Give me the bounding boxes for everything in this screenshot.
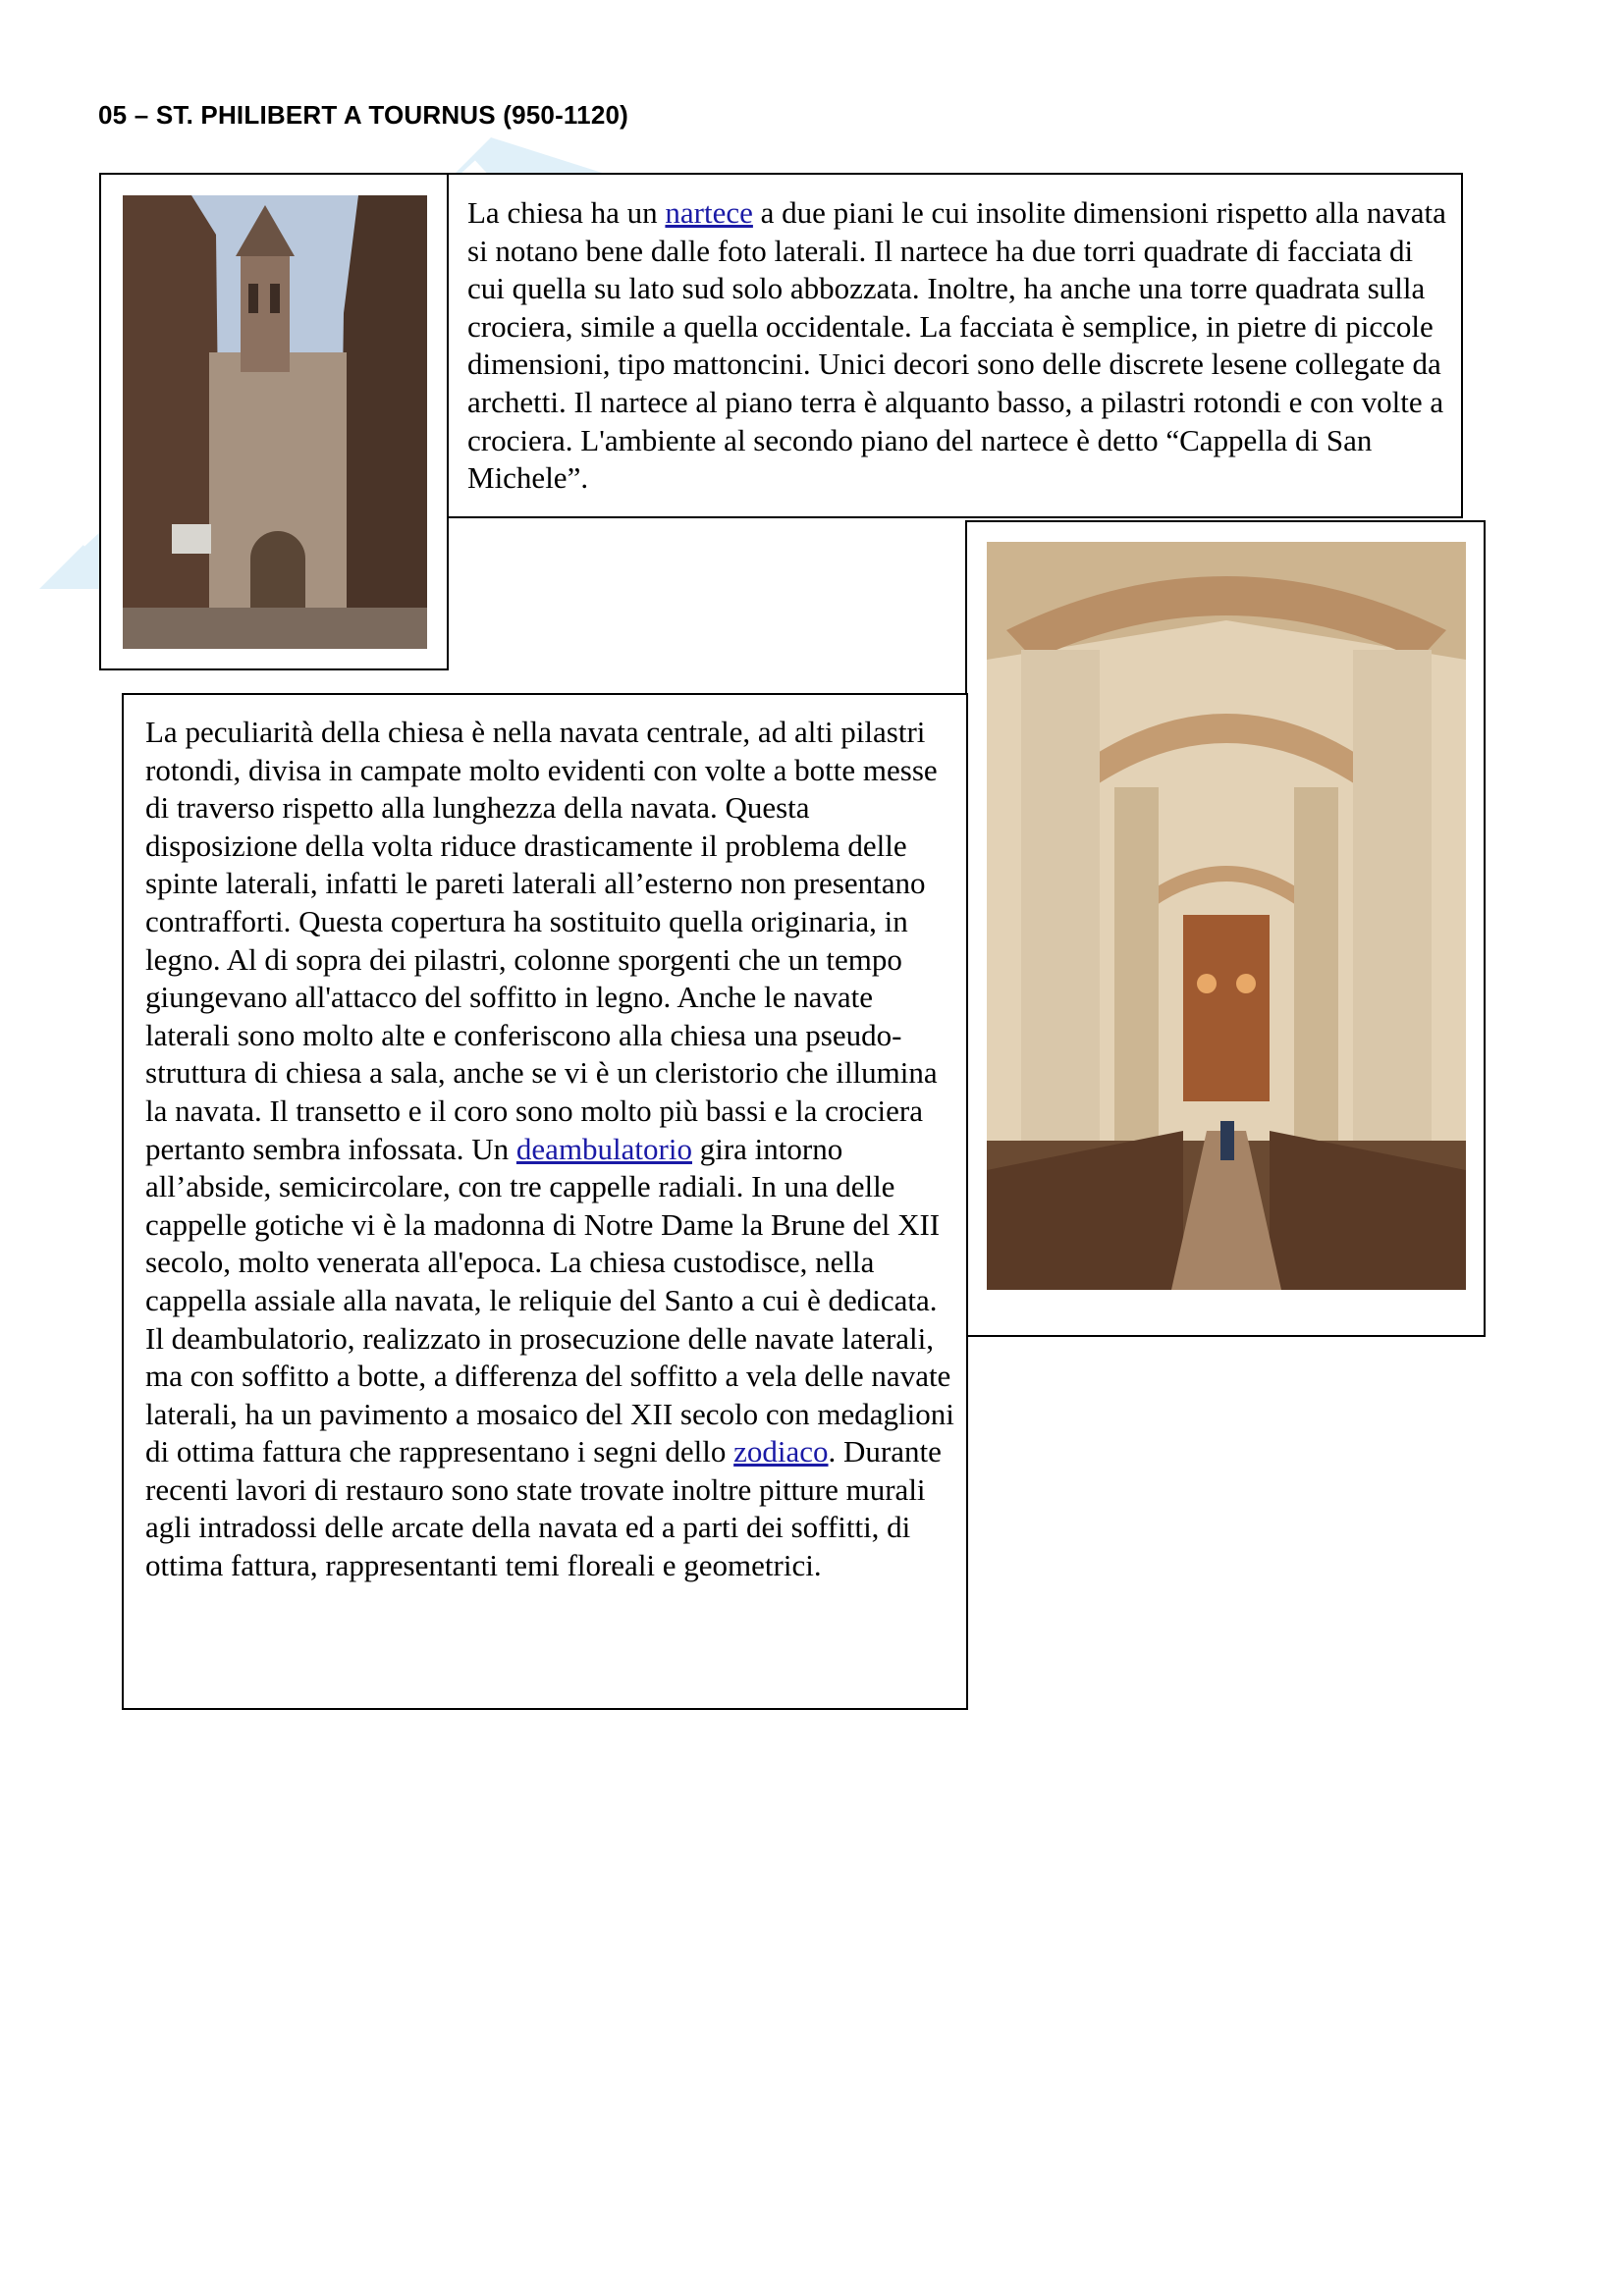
link-nartece[interactable]: nartece (665, 195, 753, 230)
link-zodiaco[interactable]: zodiaco (733, 1434, 829, 1469)
interior-photo-frame (965, 520, 1486, 1337)
main-text-box (122, 693, 968, 1710)
facade-photo-frame (99, 173, 449, 670)
intro-text-box (447, 173, 1463, 518)
interior-photo (987, 542, 1466, 1290)
main-paragraph: La peculiarità della chiesa è nella navata centrale, ad alti pilastri rotondi, divisa in campate molto evidenti con volte a botte messe di traverso rispetto alla lunghezza della navata. Questa disposizione della volta riduce drasticamente il problema delle spinte laterali, infatti le pareti laterali all’esterno non presentano contrafforti. Questa copertura ha sostituito quella originaria, in legno. Al di sopra dei pilastri, colonne sporgenti che un tempo giungevano all'attacco del soffitto in legno. Anche le navate laterali sono molto alte e conferiscono alla chiesa una pseudo-struttura di chiesa a sala, anche se vi è un cleristorio che illumina la navata. Il transetto e il coro sono molto più bassi e la crociera pertanto sembra infossata. Un deambulatorio gira intorno all’abside, semicircolare, con tre cappelle radiali. In una delle cappelle gotiche vi è la madonna di Notre Dame la Brune del XII secolo, molto venerata all'epoca. La chiesa custodisce, nella cappella assiale alla navata, le reliquie del Santo a cui è dedicata. Il deambulatorio, realizzato in prosecuzione delle navate laterali, ma con soffitto a botte, a differenza del soffitto a vela delle navate laterali, ha un pavimento a mosaico del XII secolo con medaglioni di ottima fattura che rappresentano i segni dello zodiaco. Durante recenti lavori di restauro sono state trovate inoltre pitture murali agli intradossi delle arcate della navata ed a parti dei soffitti, di ottima fattura, rappresentanti temi floreali e geometrici. (145, 715, 954, 1583)
intro-paragraph: La chiesa ha un nartece a due piani le cui insolite dimensioni rispetto alla navata si notano bene dalle foto laterali. Il nartece ha due torri quadrate di facciata di cui quella su lato sud solo abbozzata. Inoltre, ha anche una torre quadrata sulla crociera, simile a quella occidentale. La facciata è semplice, in pietre di piccole dimensioni, tipo mattoncini. Unici decori sono delle discrete lesene collegate da archetti. Il nartece al piano terra è alquanto basso, a pilastri rotondi e con volte a crociera. L'ambiente al secondo piano del nartece è detto “Cappella di San Michele”. (467, 195, 1446, 496)
facade-photo (123, 195, 427, 649)
page-title: 05 – ST. PHILIBERT A TOURNUS (950-1120) (98, 100, 629, 130)
link-deambulatorio[interactable]: deambulatorio (515, 1131, 692, 1166)
